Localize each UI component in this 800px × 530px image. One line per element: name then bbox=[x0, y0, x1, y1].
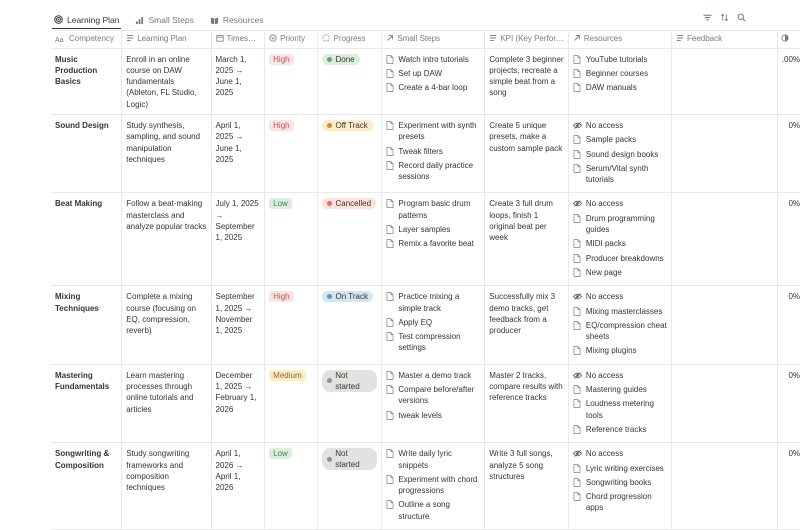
competency-cell[interactable]: Songwriting & Composition bbox=[51, 443, 122, 530]
bar-chart-icon bbox=[135, 16, 144, 25]
page-icon bbox=[573, 492, 582, 501]
priority-tag: High bbox=[269, 120, 293, 131]
table-row[interactable] bbox=[51, 443, 800, 530]
learning-plan-cell[interactable]: Follow a beat-making masterclass and analyze popular tracks bbox=[122, 193, 211, 286]
feedback-cell[interactable] bbox=[671, 443, 777, 530]
priority-cell[interactable] bbox=[265, 48, 318, 114]
kpi-cell[interactable]: Complete 3 beginner projects, recreate a simple beat from a song bbox=[485, 48, 569, 114]
kpi-cell[interactable]: Write 3 full songs, analyze 5 song structures bbox=[485, 443, 569, 530]
priority-tag: Medium bbox=[269, 370, 305, 381]
status-badge: On Track bbox=[322, 291, 372, 302]
resources-cell[interactable] bbox=[568, 114, 671, 192]
status-dot-icon bbox=[327, 57, 332, 62]
page-icon bbox=[386, 449, 394, 458]
learning-plan-cell[interactable]: Complete a mixing course (focusing on EQ, compression, reverb) bbox=[122, 286, 211, 364]
eye-off-icon bbox=[573, 199, 582, 208]
kpi-cell[interactable]: Successfully mix 3 demo tracks, get feedback from a producer bbox=[485, 286, 569, 364]
sort-icon[interactable] bbox=[720, 13, 729, 22]
page-icon bbox=[573, 135, 582, 144]
eye-off-icon bbox=[573, 449, 582, 458]
learning-plan-cell[interactable]: Enroll in an online course on DAW fundamentals (Ableton, FL Studio, Logic) bbox=[122, 48, 211, 114]
resource-link[interactable]: Sound design books bbox=[573, 149, 667, 160]
kpi-cell[interactable]: Create 5 unique presets, make a custom sample pack bbox=[485, 114, 569, 192]
eye-off-icon bbox=[573, 121, 582, 130]
priority-tag: High bbox=[269, 291, 293, 302]
feedback-cell[interactable] bbox=[671, 114, 777, 192]
page-icon bbox=[386, 147, 394, 156]
page-icon bbox=[573, 385, 582, 394]
text-lines-icon bbox=[126, 34, 134, 42]
page-icon bbox=[386, 55, 394, 64]
resource-link[interactable]: Lyric writing exercises bbox=[573, 463, 667, 474]
resource-link[interactable]: Producer breakdowns bbox=[573, 253, 667, 264]
priority-cell[interactable] bbox=[265, 364, 318, 442]
resource-link[interactable]: YouTube tutorials bbox=[573, 54, 667, 65]
select-icon bbox=[269, 34, 277, 42]
page-icon bbox=[573, 478, 582, 487]
status-badge: Cancelled bbox=[322, 198, 376, 209]
small-step-link[interactable]: Experiment with chord progressions bbox=[386, 474, 480, 497]
table-row[interactable] bbox=[51, 48, 800, 114]
table-header-row bbox=[51, 30, 800, 48]
small-step-link[interactable]: Test compression settings bbox=[386, 331, 480, 354]
resource-link[interactable]: Sample packs bbox=[573, 134, 667, 145]
table-body bbox=[51, 48, 800, 530]
small-step-link[interactable]: Program basic drum patterns bbox=[386, 198, 480, 221]
feedback-cell[interactable] bbox=[671, 286, 777, 364]
small-steps-cell[interactable] bbox=[382, 193, 485, 286]
page-icon bbox=[573, 164, 582, 173]
table-row[interactable] bbox=[51, 364, 800, 442]
page-icon bbox=[386, 83, 394, 92]
small-steps-cell[interactable] bbox=[382, 286, 485, 364]
progress-cell[interactable] bbox=[318, 193, 382, 286]
target-icon bbox=[54, 15, 63, 24]
status-dot-icon bbox=[327, 201, 332, 206]
page-icon bbox=[573, 307, 582, 316]
no-access-item[interactable]: No access bbox=[573, 198, 667, 209]
status-dot-icon bbox=[327, 457, 332, 462]
relation-arrow-icon bbox=[573, 34, 581, 42]
rollup-cell: 0% bbox=[777, 193, 800, 286]
small-steps-cell[interactable] bbox=[382, 114, 485, 192]
column-header-rollup[interactable] bbox=[777, 30, 800, 48]
resource-link[interactable]: Mixing masterclasses bbox=[573, 306, 667, 317]
competency-cell[interactable]: Sound Design bbox=[51, 114, 122, 192]
resource-link[interactable]: MIDI packs bbox=[573, 238, 667, 249]
timespan-cell[interactable]: April 1, 2026 → April 1, 2026 bbox=[211, 443, 265, 530]
resource-link[interactable]: Beginner courses bbox=[573, 68, 667, 79]
page-icon bbox=[386, 475, 394, 484]
page-icon bbox=[573, 150, 582, 159]
resource-link[interactable]: Loudness metering tools bbox=[573, 398, 667, 421]
small-step-link[interactable]: Watch intro tutorials bbox=[386, 54, 480, 65]
tab-small-steps[interactable] bbox=[133, 11, 195, 29]
eye-off-icon bbox=[573, 371, 582, 380]
resources-cell[interactable] bbox=[568, 443, 671, 530]
status-icon bbox=[322, 34, 330, 42]
resources-cell[interactable] bbox=[568, 193, 671, 286]
progress-cell[interactable] bbox=[318, 286, 382, 364]
status-badge: Not started bbox=[322, 370, 377, 392]
tab-learning-plan[interactable] bbox=[52, 11, 121, 29]
learning-plan-cell[interactable]: Study synthesis, sampling, and sound manipulation techniques bbox=[122, 114, 211, 192]
small-step-link[interactable]: Record daily practice sessions bbox=[386, 160, 480, 183]
page-icon bbox=[573, 214, 582, 223]
resources-cell[interactable] bbox=[568, 48, 671, 114]
priority-cell[interactable] bbox=[265, 286, 318, 364]
page-icon bbox=[573, 254, 582, 263]
resource-link[interactable]: Drum programming guides bbox=[573, 213, 667, 236]
priority-cell[interactable] bbox=[265, 193, 318, 286]
learning-plan-table bbox=[51, 30, 800, 530]
book-icon bbox=[210, 16, 219, 25]
small-step-link[interactable]: tweak levels bbox=[386, 410, 480, 421]
progress-cell[interactable] bbox=[318, 114, 382, 192]
progress-cell[interactable] bbox=[318, 364, 382, 442]
page-icon bbox=[573, 55, 582, 64]
priority-tag: Low bbox=[269, 448, 292, 459]
column-header-resources[interactable]: Resources bbox=[568, 30, 671, 48]
no-access-item[interactable]: No access bbox=[573, 291, 667, 302]
progress-cell[interactable] bbox=[318, 443, 382, 530]
column-header-progress[interactable]: Progress bbox=[318, 30, 382, 48]
status-dot-icon bbox=[327, 294, 332, 299]
feedback-cell[interactable] bbox=[671, 193, 777, 286]
small-step-link[interactable]: Apply EQ bbox=[386, 317, 480, 328]
rollup-cell: 0% bbox=[777, 443, 800, 530]
small-steps-cell[interactable] bbox=[382, 443, 485, 530]
competency-cell[interactable]: Mastering Fundamentals bbox=[51, 364, 122, 442]
small-step-link[interactable]: Layer samples bbox=[386, 224, 480, 235]
learning-plan-cell[interactable]: Study songwriting frameworks and composition techniques bbox=[122, 443, 211, 530]
filter-icon[interactable] bbox=[703, 13, 712, 22]
small-step-link[interactable]: Outline a song structure bbox=[386, 499, 480, 522]
small-step-link[interactable]: Practice mixing a simple track bbox=[386, 291, 480, 314]
resource-link[interactable]: Songwriting books bbox=[573, 477, 667, 488]
status-dot-icon bbox=[327, 378, 332, 383]
title-type-icon: Aa bbox=[55, 37, 64, 44]
small-step-link[interactable]: Remix a favorite beat bbox=[386, 238, 480, 249]
table-row[interactable] bbox=[51, 286, 800, 364]
status-badge: Off Track bbox=[322, 120, 372, 131]
eye-off-icon bbox=[573, 292, 582, 301]
column-header-priority[interactable]: Priority bbox=[265, 30, 318, 48]
page-icon bbox=[573, 464, 582, 473]
table-row[interactable] bbox=[51, 193, 800, 286]
priority-tag: Low bbox=[269, 198, 292, 209]
toolbar bbox=[703, 13, 746, 22]
column-header-learning-plan[interactable]: Learning Plan bbox=[122, 30, 211, 48]
view-tabs bbox=[52, 10, 265, 30]
no-access-item[interactable]: No access bbox=[573, 448, 667, 459]
feedback-cell[interactable] bbox=[671, 48, 777, 114]
relation-arrow-icon bbox=[386, 34, 394, 42]
priority-cell[interactable] bbox=[265, 114, 318, 192]
page-icon bbox=[386, 371, 394, 380]
table-row[interactable] bbox=[51, 114, 800, 192]
small-step-link[interactable]: Compare before/after versions bbox=[386, 384, 480, 407]
column-header-kpi[interactable]: KPI (Key Perfor… bbox=[485, 30, 569, 48]
page-icon bbox=[573, 268, 582, 277]
status-badge: Done bbox=[322, 54, 359, 65]
progress-cell[interactable] bbox=[318, 48, 382, 114]
resource-link[interactable]: EQ/compression cheat sheets bbox=[573, 320, 667, 343]
page-icon bbox=[573, 69, 582, 78]
timespan-cell[interactable]: September 1, 2025 → November 1, 2025 bbox=[211, 286, 265, 364]
column-header-timespan[interactable]: Times… bbox=[211, 30, 265, 48]
small-steps-cell[interactable] bbox=[382, 48, 485, 114]
small-steps-cell[interactable] bbox=[382, 364, 485, 442]
page-icon bbox=[386, 332, 394, 341]
column-header-feedback[interactable]: Feedback bbox=[671, 30, 777, 48]
rollup-cell: .00% bbox=[777, 48, 800, 114]
page-icon bbox=[573, 399, 582, 408]
resource-link[interactable]: Reference tracks bbox=[573, 424, 667, 435]
page-icon bbox=[386, 411, 394, 420]
small-step-link[interactable]: Write daily lyric snippets bbox=[386, 448, 480, 471]
page-icon bbox=[573, 239, 582, 248]
text-lines-icon bbox=[489, 34, 497, 42]
small-step-link[interactable]: Experiment with synth presets bbox=[386, 120, 480, 143]
column-header-competency[interactable]: Aa Competency bbox=[51, 30, 122, 48]
page-icon bbox=[386, 69, 394, 78]
timespan-cell[interactable]: April 1, 2025 → June 1, 2025 bbox=[211, 114, 265, 192]
tab-label: Resources bbox=[222, 15, 264, 25]
status-dot-icon bbox=[327, 123, 332, 128]
rollup-cell: 0% bbox=[777, 286, 800, 364]
priority-cell[interactable] bbox=[265, 443, 318, 530]
resource-link[interactable]: Mastering guides bbox=[573, 384, 667, 395]
column-header-small-steps[interactable]: Small Steps bbox=[382, 30, 485, 48]
page-icon bbox=[573, 321, 582, 330]
tab-label: Small Steps bbox=[148, 15, 194, 25]
page-icon bbox=[573, 346, 582, 355]
priority-tag: High bbox=[269, 54, 293, 65]
resource-link[interactable]: Mixing plugins bbox=[573, 345, 667, 356]
kpi-cell[interactable]: Create 3 full drum loops, finish 1 original beat per week bbox=[485, 193, 569, 286]
resources-cell[interactable] bbox=[568, 286, 671, 364]
timespan-cell[interactable]: July 1, 2025 → September 1, 2025 bbox=[211, 193, 265, 286]
page-icon bbox=[573, 83, 582, 92]
feedback-cell[interactable] bbox=[671, 364, 777, 442]
rollup-cell: 0% bbox=[777, 364, 800, 442]
status-badge: Not started bbox=[322, 448, 377, 470]
page-icon bbox=[386, 385, 394, 394]
text-lines-icon bbox=[676, 34, 684, 42]
page-icon bbox=[386, 239, 394, 248]
resource-link[interactable]: DAW manuals bbox=[573, 82, 667, 93]
competency-cell[interactable]: Music Production Basics bbox=[51, 48, 122, 114]
resource-link[interactable]: Chord progression apps bbox=[573, 491, 667, 514]
resource-link[interactable]: New page bbox=[573, 267, 667, 278]
page-icon bbox=[386, 161, 394, 170]
page-icon bbox=[386, 500, 394, 509]
competency-cell[interactable]: Mixing Techniques bbox=[51, 286, 122, 364]
page-icon bbox=[386, 199, 394, 208]
no-access-item[interactable]: No access bbox=[573, 120, 667, 131]
small-step-link[interactable]: Create a 4-bar loop bbox=[386, 82, 480, 93]
page-icon bbox=[573, 425, 582, 434]
small-step-link[interactable]: Set up DAW bbox=[386, 68, 480, 79]
resources-cell[interactable] bbox=[568, 364, 671, 442]
small-step-link[interactable]: Tweak filters bbox=[386, 146, 480, 157]
timespan-cell[interactable]: December 1, 2025 → February 1, 2026 bbox=[211, 364, 265, 442]
tab-resources[interactable] bbox=[208, 11, 266, 29]
kpi-cell[interactable]: Master 2 tracks, compare results with reference tracks bbox=[485, 364, 569, 442]
tab-label: Learning Plan bbox=[67, 14, 120, 25]
pie-icon bbox=[781, 34, 789, 42]
small-step-link[interactable]: Master a demo track bbox=[386, 370, 480, 381]
page-icon bbox=[386, 225, 394, 234]
timespan-cell[interactable]: March 1, 2025 → June 1, 2025 bbox=[211, 48, 265, 114]
resource-link[interactable]: Serum/Vital synth tutorials bbox=[573, 163, 667, 186]
page-icon bbox=[386, 318, 394, 327]
rollup-cell: 0% bbox=[777, 114, 800, 192]
page-icon bbox=[386, 292, 394, 301]
calendar-icon bbox=[216, 34, 224, 42]
learning-plan-cell[interactable]: Learn mastering processes through online tutorials and articles bbox=[122, 364, 211, 442]
no-access-item[interactable]: No access bbox=[573, 370, 667, 381]
search-icon[interactable] bbox=[737, 13, 746, 22]
page-icon bbox=[386, 121, 394, 130]
competency-cell[interactable]: Beat Making bbox=[51, 193, 122, 286]
